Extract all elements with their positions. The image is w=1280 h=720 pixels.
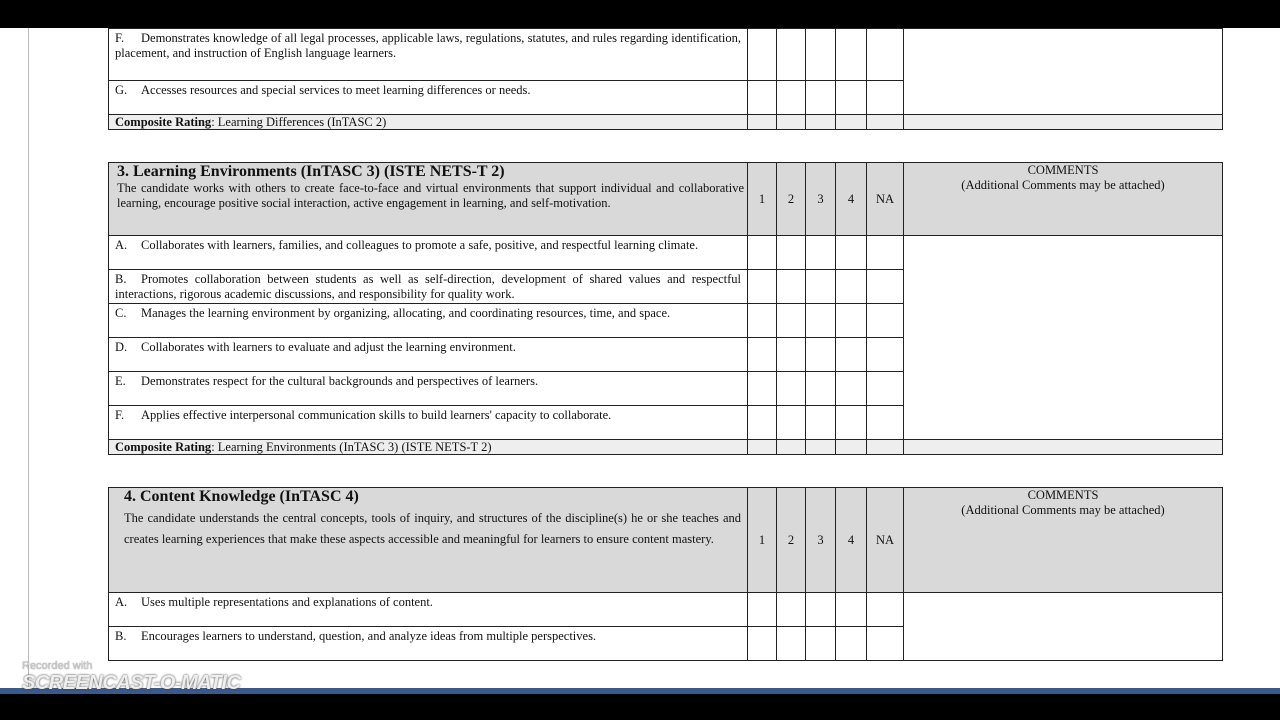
section-title: 3. Learning Environments (InTASC 3) (ISTE NETS-T 2) bbox=[117, 163, 505, 180]
screencast-watermark: Recorded with SCREENCAST-O-MATIC bbox=[22, 660, 241, 694]
criterion-description: Encourages learners to understand, question, and analyze ideas from multiple perspectives. bbox=[141, 629, 597, 643]
rating-cell[interactable] bbox=[777, 270, 806, 304]
section-title: 4. Content Knowledge (InTASC 4) bbox=[124, 488, 359, 505]
scale-header-1: 1 bbox=[748, 163, 777, 236]
rating-cell[interactable] bbox=[867, 236, 904, 270]
criterion-text bbox=[109, 372, 748, 406]
scale-header-na: NA bbox=[867, 163, 904, 236]
rating-cell[interactable] bbox=[867, 338, 904, 372]
scale-header-1: 1 bbox=[748, 488, 777, 593]
rating-cell[interactable] bbox=[777, 627, 806, 661]
criterion-description: Demonstrates respect for the cultural backgrounds and perspectives of learners. bbox=[141, 374, 539, 388]
rating-cell[interactable] bbox=[748, 372, 777, 406]
rating-cell[interactable] bbox=[836, 81, 867, 115]
rating-cell[interactable] bbox=[806, 372, 836, 406]
comments-header bbox=[904, 488, 1223, 593]
criterion-row bbox=[109, 593, 1223, 627]
section-header bbox=[109, 163, 748, 236]
criterion-letter: A. bbox=[115, 238, 128, 252]
section-4-table bbox=[108, 487, 1223, 661]
composite-rating-row bbox=[109, 440, 1223, 455]
rating-cell[interactable] bbox=[867, 304, 904, 338]
scale-header-2: 2 bbox=[777, 163, 806, 236]
rating-cell[interactable] bbox=[867, 115, 904, 130]
rating-cell[interactable] bbox=[836, 338, 867, 372]
composite-rating bbox=[109, 440, 748, 455]
composite-label: Composite Rating bbox=[115, 115, 212, 129]
composite-rating-row bbox=[109, 115, 1223, 130]
criterion-text bbox=[109, 81, 748, 115]
comments-subtitle: (Additional Comments may be attached) bbox=[961, 178, 1165, 192]
rating-cell[interactable] bbox=[777, 593, 806, 627]
criterion-description: Uses multiple representations and explanations of content. bbox=[141, 595, 433, 609]
comments-subtitle: (Additional Comments may be attached) bbox=[961, 503, 1165, 517]
criterion-description: Promotes collaboration between students as well as self-direction, development of shared values and respectful interactions, rigorous academic discussions, and responsibility for quality work. bbox=[115, 272, 741, 301]
rating-cell[interactable] bbox=[806, 115, 836, 130]
criterion-letter: F. bbox=[115, 408, 125, 422]
rating-cell[interactable] bbox=[806, 304, 836, 338]
rating-cell[interactable] bbox=[806, 270, 836, 304]
section-description: The candidate works with others to create face-to-face and virtual environments that support individual and collaborative learning, encourage positive social interaction, active engagement in learning, and self-motivation. bbox=[117, 181, 744, 210]
rating-cell[interactable] bbox=[748, 304, 777, 338]
composite-comments-cell[interactable] bbox=[904, 115, 1223, 130]
criterion-letter: B. bbox=[115, 629, 127, 643]
rating-cell[interactable] bbox=[777, 81, 806, 115]
rating-cell[interactable] bbox=[806, 627, 836, 661]
rating-cell[interactable] bbox=[836, 406, 867, 440]
section-header-row bbox=[109, 488, 1223, 593]
criterion-letter: G. bbox=[115, 83, 128, 97]
comments-cell[interactable] bbox=[904, 593, 1223, 661]
scale-header-3: 3 bbox=[806, 163, 836, 236]
rating-cell[interactable] bbox=[777, 338, 806, 372]
rating-cell[interactable] bbox=[806, 81, 836, 115]
comments-cell[interactable] bbox=[904, 29, 1223, 115]
criterion-text bbox=[109, 29, 748, 81]
rating-cell[interactable] bbox=[806, 29, 836, 81]
rating-cell[interactable] bbox=[867, 81, 904, 115]
rating-cell[interactable] bbox=[836, 115, 867, 130]
criterion-letter: F. bbox=[115, 31, 125, 45]
rating-cell[interactable] bbox=[836, 29, 867, 81]
rating-cell[interactable] bbox=[867, 270, 904, 304]
section-2-table bbox=[108, 28, 1223, 130]
criterion-letter: B. bbox=[115, 272, 127, 286]
rating-cell[interactable] bbox=[748, 440, 777, 455]
rating-cell[interactable] bbox=[748, 236, 777, 270]
criterion-text bbox=[109, 406, 748, 440]
criterion-row bbox=[109, 29, 1223, 81]
rating-cell[interactable] bbox=[777, 304, 806, 338]
section-header bbox=[109, 488, 748, 593]
scale-header-2: 2 bbox=[777, 488, 806, 593]
rating-cell[interactable] bbox=[836, 440, 867, 455]
composite-rating bbox=[109, 115, 748, 130]
section-header-row bbox=[109, 163, 1223, 236]
rating-cell[interactable] bbox=[867, 372, 904, 406]
composite-text: : Learning Environments (InTASC 3) (ISTE NETS-T 2) bbox=[211, 440, 492, 454]
scale-header-na: NA bbox=[867, 488, 904, 593]
criterion-text bbox=[109, 236, 748, 270]
rating-cell[interactable] bbox=[836, 593, 867, 627]
comments-title: COMMENTS bbox=[1027, 163, 1099, 177]
section-description: The candidate understands the central concepts, tools of inquiry, and structures of the discipline(s) he or she teaches and creates learning experiences that make these aspects accessible and meaningful for learners to ensure content mastery. bbox=[124, 511, 741, 546]
criterion-text bbox=[109, 270, 748, 304]
rating-cell[interactable] bbox=[748, 115, 777, 130]
criterion-letter: D. bbox=[115, 340, 128, 354]
rating-cell[interactable] bbox=[806, 440, 836, 455]
rating-cell[interactable] bbox=[777, 115, 806, 130]
page-margin-line bbox=[28, 28, 29, 688]
comments-title: COMMENTS bbox=[1027, 488, 1099, 502]
criterion-letter: C. bbox=[115, 306, 127, 320]
rating-cell[interactable] bbox=[867, 627, 904, 661]
criterion-text bbox=[109, 304, 748, 338]
rating-cell[interactable] bbox=[777, 29, 806, 81]
rating-cell[interactable] bbox=[748, 270, 777, 304]
composite-text: : Learning Differences (InTASC 2) bbox=[211, 115, 387, 129]
rating-cell[interactable] bbox=[806, 236, 836, 270]
criterion-description: Collaborates with learners, families, and colleagues to promote a safe, positive, and respectful learning climate. bbox=[141, 238, 699, 252]
scale-header-4: 4 bbox=[836, 488, 867, 593]
rating-cell[interactable] bbox=[836, 627, 867, 661]
rating-cell[interactable] bbox=[748, 338, 777, 372]
criterion-text bbox=[109, 593, 748, 627]
rating-cell[interactable] bbox=[867, 29, 904, 81]
criterion-description: Demonstrates knowledge of all legal processes, applicable laws, regulations, statutes, and rules regarding identification, placement, and instruction of English language learners. bbox=[115, 31, 741, 60]
rating-cell[interactable] bbox=[748, 81, 777, 115]
criterion-row bbox=[109, 236, 1223, 270]
comments-cell[interactable] bbox=[904, 236, 1223, 440]
criterion-description: Accesses resources and special services to meet learning differences or needs. bbox=[141, 83, 531, 97]
composite-comments-cell[interactable] bbox=[904, 440, 1223, 455]
rating-cell[interactable] bbox=[806, 338, 836, 372]
criterion-description: Applies effective interpersonal communication skills to build learners' capacity to collaborate. bbox=[141, 408, 612, 422]
rating-cell[interactable] bbox=[806, 406, 836, 440]
rating-cell[interactable] bbox=[836, 270, 867, 304]
rating-cell[interactable] bbox=[777, 372, 806, 406]
rating-cell[interactable] bbox=[777, 440, 806, 455]
rating-cell[interactable] bbox=[806, 593, 836, 627]
section-3-table bbox=[108, 162, 1223, 455]
scale-header-3: 3 bbox=[806, 488, 836, 593]
criterion-description: Collaborates with learners to evaluate and adjust the learning environment. bbox=[141, 340, 516, 354]
criterion-text bbox=[109, 338, 748, 372]
rating-cell[interactable] bbox=[777, 406, 806, 440]
comments-header bbox=[904, 163, 1223, 236]
rating-cell[interactable] bbox=[777, 236, 806, 270]
rating-cell[interactable] bbox=[867, 593, 904, 627]
criterion-letter: E. bbox=[115, 374, 126, 388]
scale-header-4: 4 bbox=[836, 163, 867, 236]
criterion-description: Manages the learning environment by organizing, allocating, and coordinating resources, time, and space. bbox=[141, 306, 671, 320]
rating-cell[interactable] bbox=[748, 29, 777, 81]
rating-cell[interactable] bbox=[867, 406, 904, 440]
rating-cell[interactable] bbox=[748, 627, 777, 661]
criterion-text bbox=[109, 627, 748, 661]
rating-cell[interactable] bbox=[867, 440, 904, 455]
criterion-letter: A. bbox=[115, 595, 128, 609]
rating-cell[interactable] bbox=[748, 406, 777, 440]
rating-cell[interactable] bbox=[836, 372, 867, 406]
rating-cell[interactable] bbox=[748, 593, 777, 627]
composite-label: Composite Rating bbox=[115, 440, 212, 454]
rating-cell[interactable] bbox=[836, 236, 867, 270]
rating-cell[interactable] bbox=[836, 304, 867, 338]
